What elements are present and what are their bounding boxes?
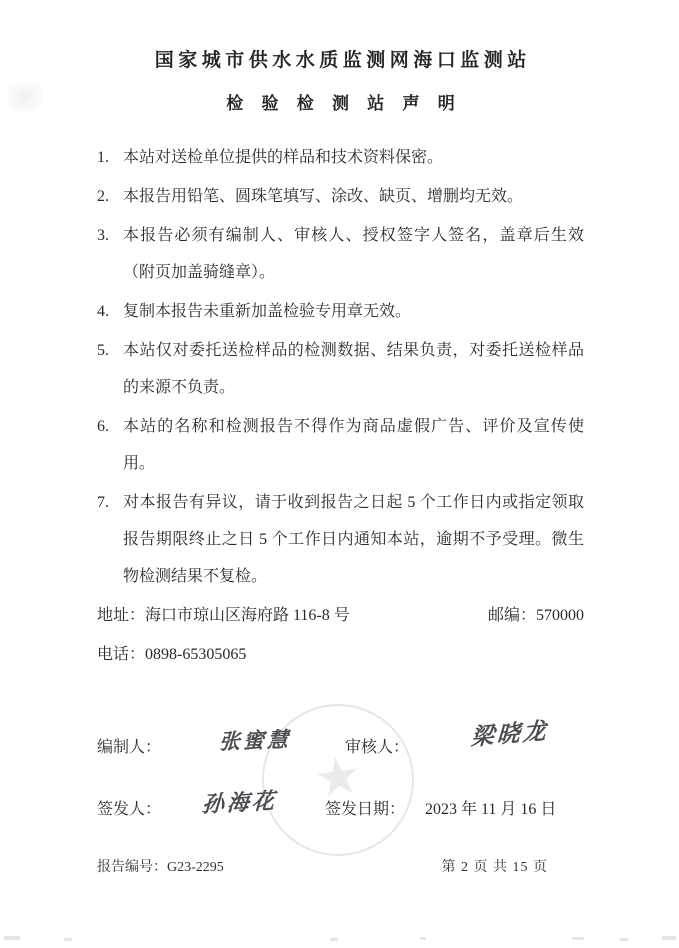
- declaration-item-4: [97, 293, 584, 330]
- item-text: 对本报告有异议，请于收到报告之日起 5 个工作日内或指定领取报告期限终止之日 5 个工作日内通知本站，逾期不予受理。微生物检测结果不复检。: [123, 494, 584, 585]
- phone-label: 电话：: [97, 646, 146, 663]
- declaration-item-6: [97, 408, 584, 482]
- document-footer: [97, 856, 584, 876]
- signature-row-2: [97, 788, 584, 829]
- declaration-item-7: [97, 484, 584, 595]
- report-number-value: G23-2295: [167, 860, 224, 875]
- declaration-item-3: [97, 217, 584, 291]
- phone-row: [97, 636, 584, 673]
- item-text: 本站仅对委托送检样品的检测数据、结果负责，对委托送检样品的来源不负责。: [123, 342, 584, 396]
- issuer-label: 签发人：: [97, 801, 162, 818]
- document-title: 国家城市供水水质监测网海口监测站: [154, 50, 531, 71]
- item-text: 本站对送检单位提供的样品和技术资料保密。: [123, 149, 444, 166]
- signature-section: [97, 718, 584, 829]
- issuer-signature-handwriting: 孙海花: [201, 788, 278, 818]
- phone-value: 0898-65305065: [145, 646, 247, 663]
- address-line: [97, 597, 350, 634]
- scan-artifact: [4, 936, 20, 940]
- item-number: 3.: [97, 227, 109, 244]
- declaration-item-1: [97, 139, 584, 176]
- scan-artifact: [420, 937, 426, 940]
- scan-artifact: [64, 938, 72, 941]
- address-value: 海口市琼山区海府路 116-8 号: [145, 607, 350, 624]
- declaration-item-2: [97, 178, 584, 215]
- item-number: 7.: [97, 494, 109, 511]
- report-number-line: [97, 856, 224, 876]
- scan-artifact: [662, 936, 676, 940]
- reviewer-signature-handwriting: 梁晓龙: [470, 718, 550, 751]
- item-text: 本报告必须有编制人、审核人、授权签字人签名，盖章后生效（附页加盖骑缝章）。: [123, 227, 584, 281]
- item-number: 4.: [97, 303, 109, 320]
- document-body: [97, 45, 584, 829]
- scan-artifact: [8, 82, 42, 112]
- item-number: 1.: [97, 149, 109, 166]
- item-text: 复制本报告未重新加盖检验专用章无效。: [123, 303, 412, 320]
- declaration-list: [97, 139, 584, 595]
- item-number: 5.: [97, 342, 109, 359]
- scan-artifact: [330, 938, 338, 941]
- signature-row-1: [97, 718, 584, 767]
- item-number: 2.: [97, 188, 109, 205]
- item-text: 本站的名称和检测报告不得作为商品虚假广告、评价及宣传使用。: [123, 418, 584, 472]
- preparer-signature-handwriting: 张蜜慧: [218, 727, 292, 755]
- address-row: [97, 597, 584, 634]
- postcode-label: 邮编：: [487, 607, 536, 624]
- declaration-item-5: [97, 332, 584, 406]
- report-number-label: 报告编号：: [97, 860, 167, 875]
- preparer-label: 编制人：: [97, 739, 162, 756]
- address-label: 地址：: [97, 607, 146, 624]
- item-number: 6.: [97, 418, 109, 435]
- scan-artifact: [572, 937, 584, 940]
- document-subtitle: 检 验 检 测 站 声 明: [226, 94, 462, 113]
- item-text: 本报告用铅笔、圆珠笔填写、涂改、缺页、增删均无效。: [123, 188, 524, 205]
- postcode-value: 570000: [536, 607, 584, 624]
- star-icon: ★: [310, 744, 366, 811]
- issue-date-value: 2023 年 11 月 16 日: [425, 801, 557, 818]
- scan-artifact: [620, 938, 628, 941]
- reviewer-label: 审核人：: [345, 739, 410, 756]
- postcode-line: [488, 597, 584, 634]
- page-number-info: 第 2 页 共 15 页: [441, 860, 548, 875]
- issue-date-label: 签发日期：: [325, 801, 406, 818]
